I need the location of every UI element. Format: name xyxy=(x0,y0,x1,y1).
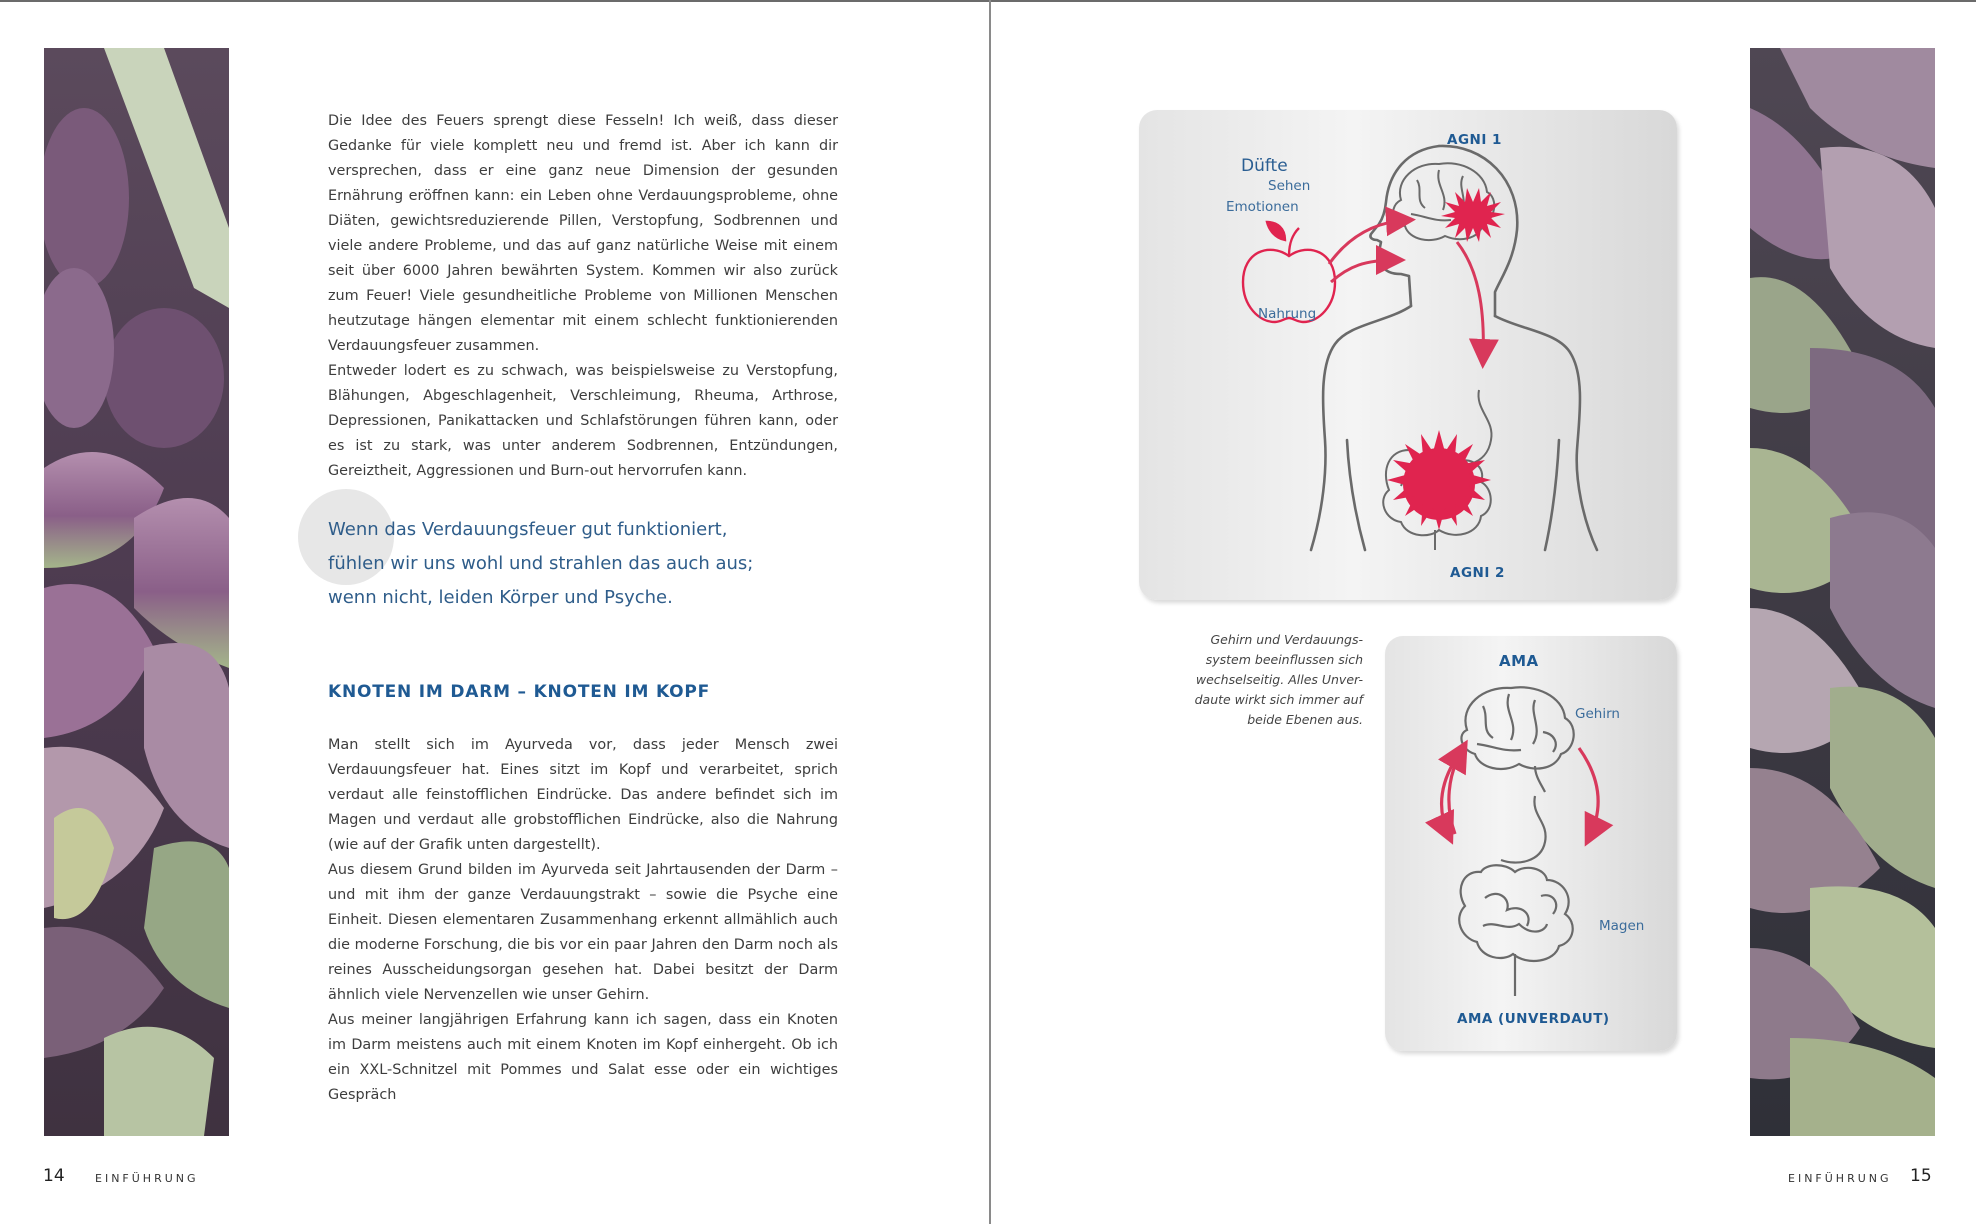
arrow-to-brain-icon xyxy=(1329,220,1407,264)
body-text xyxy=(328,733,838,1108)
intro-paragraph: Die Idee des Feuers sprengt diese Fesseln! Ich weiß, dass dieser Gedanke für viele komplett neu und fremd ist. Aber ich kann dir versprechen, dass er eine ganz neue Dimension der gesunden Ernährung eröffnen kann: ein Leben ohne Verdauungsprobleme, ohne Diäten, gewichtsreduzierende Pillen, Verstopfung, Sodbrennen und viele andere Probleme, und das auf ganz natürliche Weise mit einem seit über 6000 Jahren bewährten System. Kommen wir also zurück zum Feuer! Viele gesundheitliche Probleme von Millionen Menschen heutzutage hängen elementar mit einem schlecht funktionierenden Verdauungsfeuer zusammen. xyxy=(328,113,838,354)
duefte-label: Düfte xyxy=(1241,156,1288,176)
nahrung-label: Nahrung xyxy=(1258,306,1317,322)
spread-gutter xyxy=(989,0,991,1224)
intro-text xyxy=(328,109,838,484)
ama-arrows xyxy=(1435,746,1600,838)
quote-line: wenn nicht, leiden Körper und Psyche. xyxy=(328,587,673,608)
emotionen-label: Emotionen xyxy=(1226,199,1299,215)
arrow-brain-to-gut-icon xyxy=(1442,746,1465,836)
pull-quote xyxy=(328,513,848,615)
arrow-gut-up-left-icon xyxy=(1449,748,1463,834)
page-top-rule xyxy=(0,0,1976,2)
agni-diagram-panel xyxy=(1139,110,1677,600)
caption-line: wechselseitig. Alles Unver- xyxy=(1195,672,1363,687)
caption-line: daute wirkt sich immer auf xyxy=(1194,692,1363,707)
diagram-caption xyxy=(1180,630,1363,730)
body-paragraph: Aus meiner langjährigen Erfahrung kann ich sagen, dass ein Knoten im Darm meistens auch mit einem Knoten im Kopf einhergeht. Ob ich ein XXL-Schnitzel mit Pommes und Salat esse oder ein wichtiges Gespräch xyxy=(328,1012,838,1103)
agni-belly-fire-icon xyxy=(1387,430,1491,530)
artichoke-photo-left xyxy=(44,48,229,1136)
chapter-label-left: EINFÜHRUNG xyxy=(95,1172,199,1185)
section-heading: KNOTEN IM DARM – KNOTEN IM KOPF xyxy=(328,682,711,702)
quote-line: Wenn das Verdauungsfeuer gut funktioniert, xyxy=(328,519,728,540)
intestines-icon xyxy=(1459,796,1572,996)
ama-label: AMA xyxy=(1499,652,1539,670)
page-number-left: 14 xyxy=(43,1166,65,1186)
caption-line: Gehirn und Verdauungs- xyxy=(1210,632,1363,647)
body-paragraph: Aus diesem Grund bilden im Ayurveda seit Jahrtausenden der Darm – und mit ihm der ganze Verdauungstrakt – sowie die Psyche eine Einheit. Diesen elementaren Zusammenhang erkennt allmählich auch die moderne Forschung, die bis vor ein paar Jahren den Darm noch als reines Ausscheidungsorgan gesehen hat. Dabei besitzt der Darm ähnlich viele Nervenzellen wie unser Gehirn. xyxy=(328,862,838,1003)
agni2-label: AGNI 2 xyxy=(1450,565,1505,581)
sehen-label: Sehen xyxy=(1268,178,1311,194)
agni1-label: AGNI 1 xyxy=(1447,132,1502,148)
agni-head-fire-icon xyxy=(1441,188,1505,242)
magen-label: Magen xyxy=(1599,918,1645,934)
arrow-brain-to-belly-icon xyxy=(1457,242,1483,360)
chapter-label-right: EINFÜHRUNG xyxy=(1788,1172,1892,1185)
gehirn-label: Gehirn xyxy=(1575,706,1620,722)
body-paragraph: Man stellt sich im Ayurveda vor, dass jeder Mensch zwei Verdauungsfeuer hat. Eines sitzt im Kopf und verarbeitet, sprich verdaut alle feinstofflichen Eindrücke. Das andere befindet sich im Magen und verdaut alle grobstofflichen Eindrücke, also die Nahrung (wie auf der Grafik unten dargestellt). xyxy=(328,737,838,853)
ama-diagram-panel xyxy=(1385,636,1677,1051)
brain-icon xyxy=(1461,687,1573,792)
caption-line: beide Ebenen aus. xyxy=(1247,712,1363,727)
agni-diagram-illustration xyxy=(1139,110,1677,600)
sense-arrows xyxy=(1329,220,1483,360)
caption-line: system beeinflussen sich xyxy=(1205,652,1363,667)
artichoke-photo-right xyxy=(1750,48,1935,1136)
intro-paragraph: Entweder lodert es zu schwach, was beispielsweise zu Verstopfung, Blähungen, Abgeschlagenheit, Verschleimung, Rheuma, Arthrose, Depressionen, Panikattacken und Schlafstörungen führen kann, oder es ist zu stark, was unter anderem Sodbrennen, Entzündungen, Gereiztheit, Aggressionen und Burn-out hervorrufen kann. xyxy=(328,363,838,479)
page-number-right: 15 xyxy=(1910,1166,1932,1186)
ama-unverdaut-label: AMA (UNVERDAUT) xyxy=(1457,1011,1610,1027)
ama-diagram-illustration xyxy=(1385,636,1677,1051)
quote-line: fühlen wir uns wohl und strahlen das auch aus; xyxy=(328,553,754,574)
